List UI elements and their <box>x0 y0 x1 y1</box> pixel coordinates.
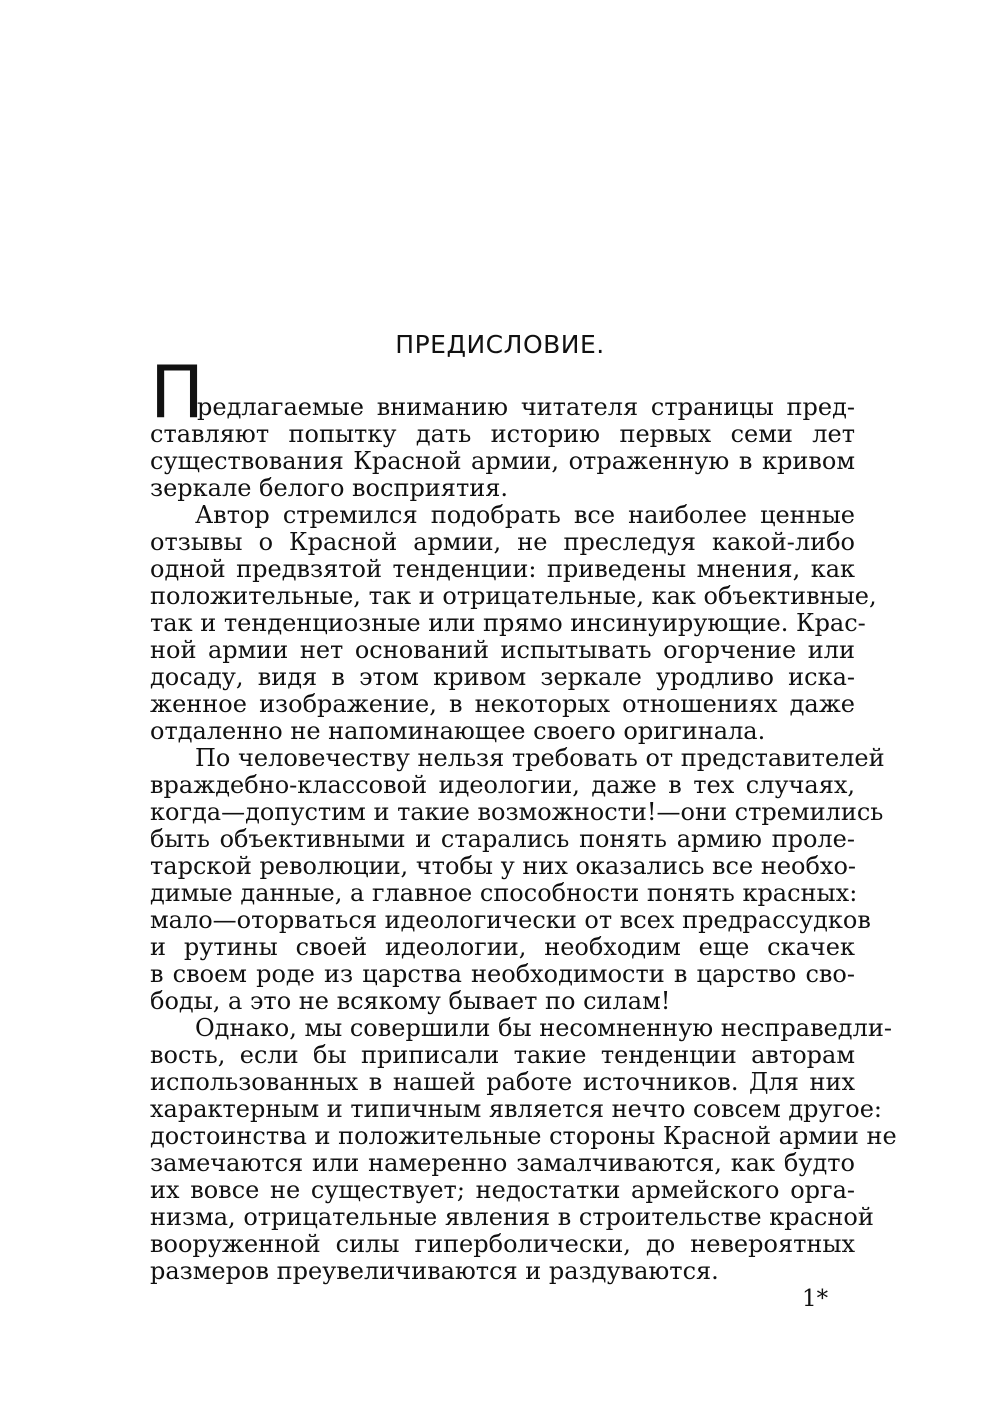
text-line: женное изображение, в некоторых отношениях даже <box>150 690 855 718</box>
text-line: димые данные, а главное способности понять красных: <box>150 879 858 907</box>
text-line: По человечеству нельзя требовать от представителей <box>195 744 885 772</box>
paragraph-2 <box>150 501 877 745</box>
text-line: так и тенденциозные или прямо инсинуирующие. Крас- <box>150 609 866 637</box>
text-line: использованных в нашей работе источников. Для них <box>150 1068 855 1096</box>
text-line: отдаленно не напоминающее своего оригинала. <box>150 717 766 745</box>
text-line: в своем роде из царства необходимости в царство сво- <box>150 960 855 988</box>
drop-cap: П <box>150 350 205 434</box>
page-title: ПРЕДИСЛОВИЕ. <box>395 330 605 359</box>
paragraph-1-first-line <box>197 394 855 421</box>
paragraph-3 <box>150 744 885 1015</box>
text-line: достоинства и положительные стороны Красной армии не <box>150 1122 897 1150</box>
text-line: досаду, видя в этом кривом зеркале уродливо иска- <box>150 663 855 691</box>
text-line: низма, отрицательные явления в строительстве красной <box>150 1203 874 1231</box>
text-line: их вовсе не существует; недостатки армейского орга- <box>150 1176 855 1204</box>
text-line: мало—оторваться идеологически от всех предрассудков <box>150 906 871 934</box>
paragraph-4 <box>150 1014 897 1285</box>
text-line: Автор стремился подобрать все наиболее ценные <box>195 501 855 529</box>
text-line: отзывы о Красной армии, не преследуя какой-либо <box>150 528 855 556</box>
text-line: положительные, так и отрицательные, как объективные, <box>150 582 877 610</box>
text-line: и рутины своей идеологии, необходим еще скачек <box>150 933 855 961</box>
page-number: 1* <box>802 1286 829 1312</box>
text-line: Однако, мы совершили бы несомненную несправедли- <box>195 1014 892 1042</box>
text-line: враждебно-классовой идеологии, даже в тех случаях, <box>150 771 855 799</box>
text-line: когда—допустим и такие возможности!—они стремились <box>150 798 884 826</box>
text-line: одной предвзятой тенденции: приведены мнения, как <box>150 555 855 583</box>
text-line: существования Красной армии, отраженную в кривом <box>150 447 855 475</box>
text-line: вость, если бы приписали такие тенденции авторам <box>150 1041 855 1069</box>
text-line: размеров преувеличиваются и раздуваются. <box>150 1257 719 1285</box>
text-line: вооруженной силы гиперболически, до невероятных <box>150 1230 855 1258</box>
paragraph-1 <box>150 421 855 502</box>
text-line: редлагаемые вниманию читателя страницы пред- <box>197 393 855 421</box>
text-line: боды, а это не всякому бывает по силам! <box>150 987 671 1015</box>
text-line: замечаются или намеренно замалчиваются, как будто <box>150 1149 855 1177</box>
text-line: зеркале белого восприятия. <box>150 474 508 502</box>
text-line: характерным и типичным является нечто совсем другое: <box>150 1095 882 1123</box>
text-line: ставляют попытку дать историю первых семи лет <box>150 420 855 448</box>
text-line: ной армии нет оснований испытывать огорчение или <box>150 636 855 664</box>
text-line: тарской революции, чтобы у них оказались все необхо- <box>150 852 857 880</box>
text-line: быть объективными и старались понять армию проле- <box>150 825 855 853</box>
